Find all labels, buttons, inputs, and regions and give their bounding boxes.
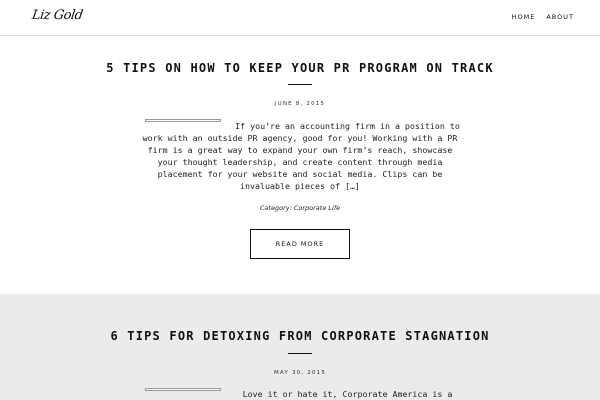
site-logo[interactable]: Liz Gold bbox=[30, 8, 84, 23]
category-label: Category: bbox=[259, 204, 292, 212]
category-link[interactable]: Corporate Life bbox=[293, 204, 341, 212]
read-more-button[interactable]: READ MORE bbox=[250, 229, 350, 259]
post-title[interactable]: 5 TIPS ON HOW TO KEEP YOUR PR PROGRAM ON TRACK bbox=[106, 61, 494, 75]
post-date: MAY 30, 2015 bbox=[273, 370, 327, 376]
nav-about-link[interactable]: ABOUT bbox=[546, 13, 574, 21]
post-card bbox=[0, 36, 600, 294]
post-card bbox=[0, 294, 600, 400]
title-divider bbox=[288, 84, 312, 85]
post-title[interactable]: 6 TIPS FOR DETOXING FROM CORPORATE STAGNATION bbox=[110, 329, 490, 343]
main-nav bbox=[512, 13, 574, 21]
nav-home-link[interactable]: HOME bbox=[511, 13, 536, 21]
post-excerpt: Love it or hate it, Corporate America is a bbox=[242, 389, 453, 399]
post-category bbox=[0, 204, 600, 212]
title-divider bbox=[288, 353, 312, 354]
post-excerpt: If you’re an accounting firm in a position to work with an outside PR agency, good for you! Working with a PR firm is a great way to expand your own firm’s reach, showcase your thought leadership, and create content through media placement for your website and social media. Clips can be invaluable pieces of […] bbox=[142, 121, 460, 192]
post-date: JUNE 8, 2015 bbox=[274, 101, 326, 107]
site-header bbox=[0, 0, 600, 36]
